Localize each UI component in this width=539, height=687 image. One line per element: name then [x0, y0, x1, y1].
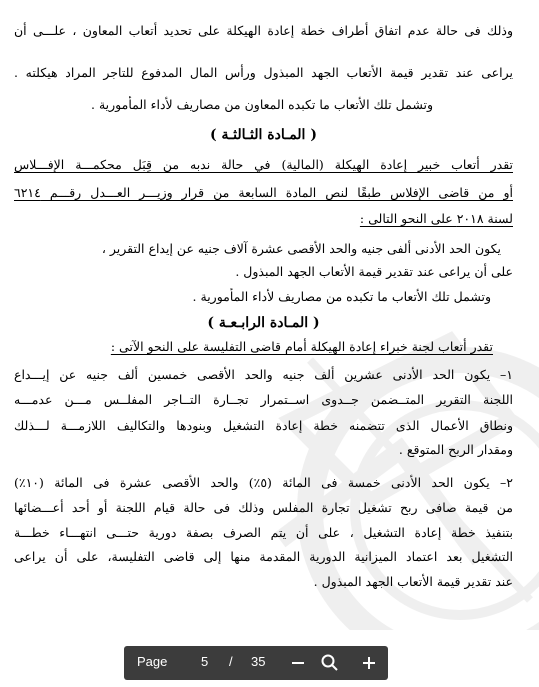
body-line: من قيمة صافى ربح تشغيل تجارة المفلس وذلك فى حالة قيام اللجنة أو أحد أعـــضائها [14, 500, 513, 515]
total-pages: 35 [251, 654, 266, 669]
zoom-out-icon [282, 646, 316, 680]
body-line: تقدر أتعاب لجنة خبراء إعادة الهيكلة أمام قاضى التفليسة على النحو الآتى : [110, 339, 493, 354]
zoom-out-button[interactable] [282, 646, 316, 680]
body-line: التشغيل بعد اعتماد الميزانية الدورية المقدمة منها إلى قاضى التفليسة، على أن يراعى [14, 549, 513, 564]
page-label: Page [137, 654, 168, 669]
body-line: بتنفيذ خطة إعادة التشغيل ، على أن يتم الصرف بصفة دورية حتـــى انتهـــاء خطـــة [14, 525, 513, 540]
body-line: ومقدار الربح المتوقع . [398, 442, 513, 457]
body-line: ونطاق الأعمال الذى تتضمنه خطة إعادة التشغيل وبنودها والتكاليف اللازمـــة لـــذلك [14, 418, 513, 433]
body-line: وتشمل تلك الأتعاب ما تكبده من مصاريف لأداء المأمورية . [192, 289, 491, 304]
zoom-reset-icon [313, 646, 347, 680]
body-line: ٢– يكون الحد الأدنى خمسة فى المائة (٥٪) والحد الأقصى عشرة فى المائة (١٠٪) [14, 475, 513, 490]
body-line: عند تقدير قيمة الأتعاب الجهد المبذول . [313, 574, 513, 589]
section-heading: ( المـادة الرابـعـة ) [207, 315, 320, 331]
body-line: ١– يكون الحد الأدنى عشرين ألف جنيه والحد الأقصى خمسين ألف جنيه عن إيـــداع [14, 367, 513, 382]
zoom-in-button[interactable] [352, 646, 386, 680]
page-separator: / [229, 654, 233, 669]
body-line: على أن يراعى عند تقدير قيمة الأتعاب الجهد المبذول . [235, 264, 513, 279]
body-line: لسنة ٢٠١٨ على النحو التالى : [359, 211, 513, 226]
zoom-reset-button[interactable] [313, 646, 347, 680]
zoom-in-icon [352, 646, 386, 680]
body-line: يكون الحد الأدنى ألفى جنيه والحد الأقصى عشرة آلاف جنيه عن إيداع التقرير ، [101, 241, 501, 256]
pdf-toolbar [124, 646, 388, 680]
body-line: أو من قاضى الإفلاس طبقًا لنص المادة السابعة من قرار وزيـــر العـــدل رقـــم ٦٢١٤ [14, 185, 513, 200]
body-line: وذلك فى حالة عدم اتفاق أطراف خطة إعادة الهيكلة على تحديد أتعاب المعاون ، علـــى أن [14, 23, 513, 38]
body-line: يراعى عند تقدير قيمة الأتعاب الجهد المبذول ورأس المال المدفوع للتاجر المراد هيكلته . [14, 65, 513, 80]
body-line: تقدر أتعاب خبير إعادة الهيكلة (المالية) في حالة ندبه من قِبَل محكمـــة الإفـــلاس [14, 157, 513, 172]
current-page-input[interactable]: 5 [201, 654, 209, 669]
section-heading: ( المـادة الثـالثـة ) [210, 127, 317, 143]
body-line: وتشمل تلك الأتعاب ما تكبده المعاون من مصاريف لأداء المأمورية . [91, 97, 433, 112]
body-line: اللجنة التقرير المتــضمن جــدوى اســتمرار تجــارة التــاجر المفلــس مـــن عدمـــه [14, 392, 513, 407]
